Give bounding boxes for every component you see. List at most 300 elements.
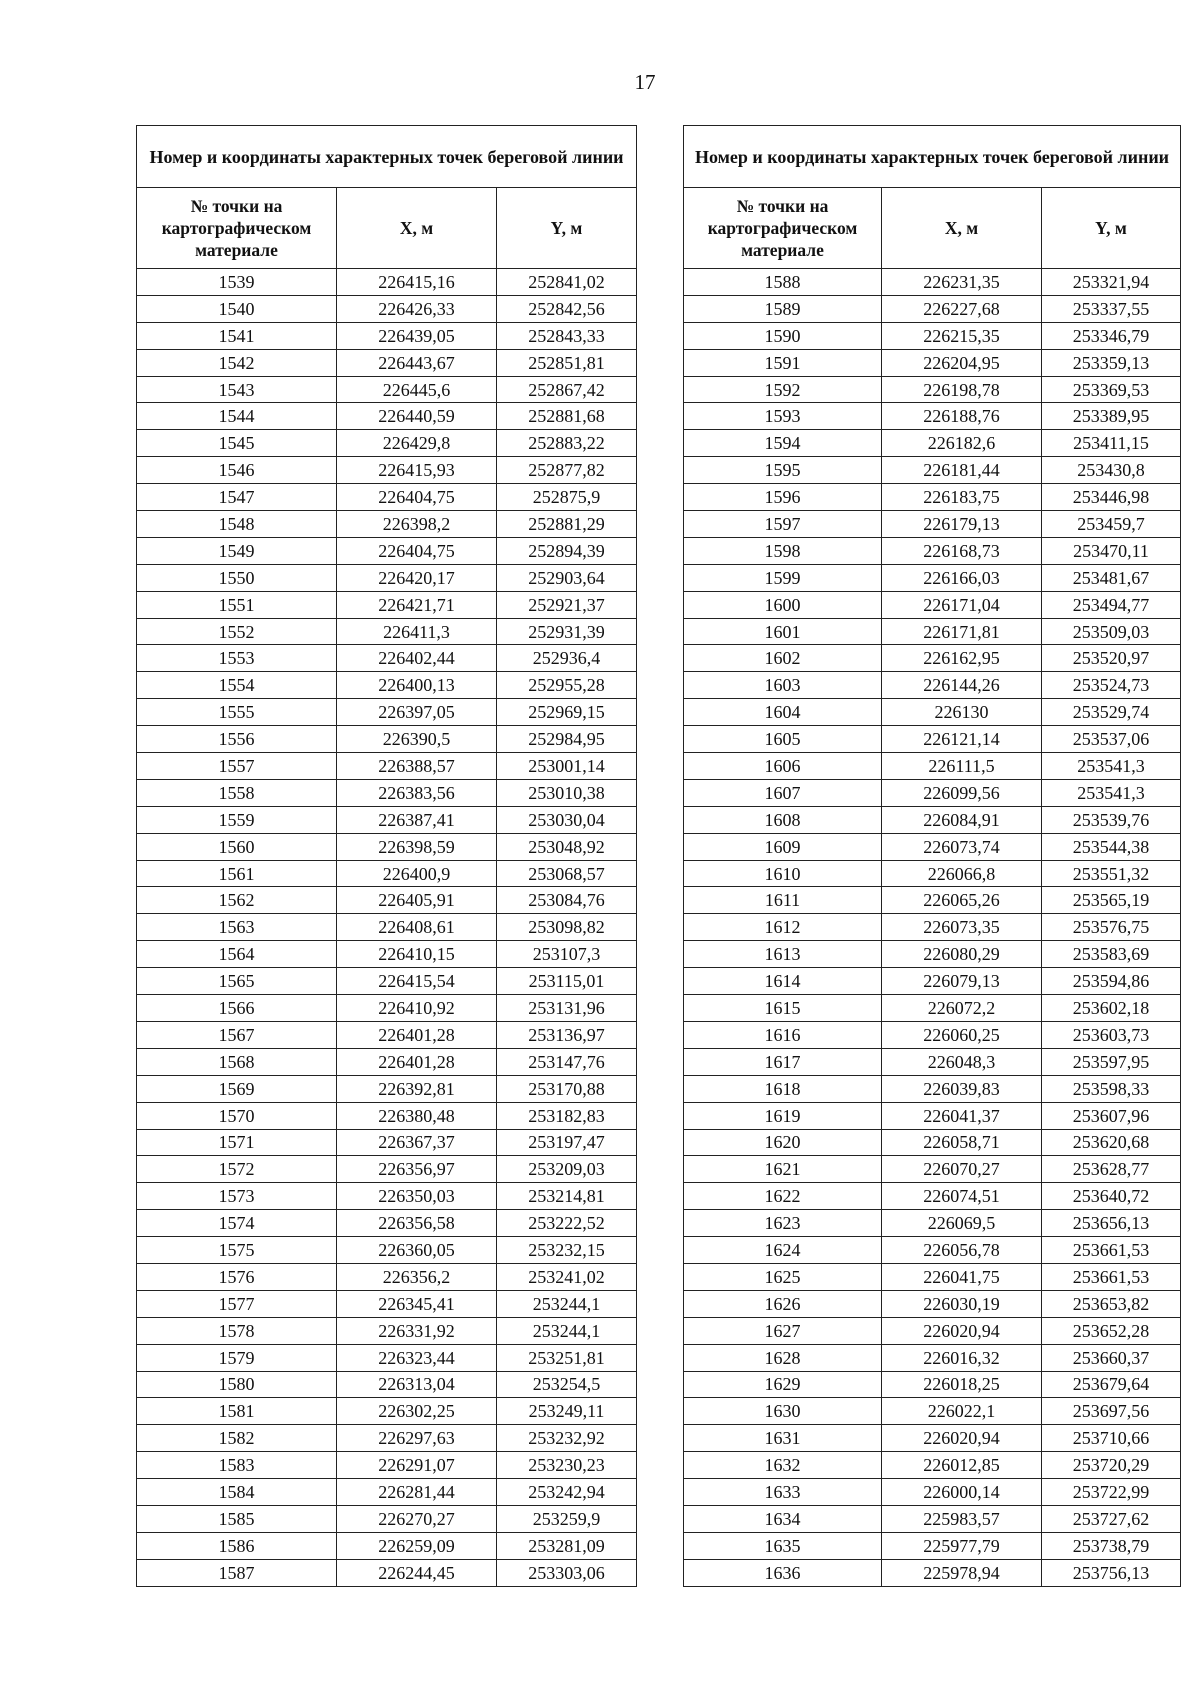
table-row: [137, 430, 637, 457]
point-number-cell: 1547: [137, 484, 337, 511]
y-coordinate-cell: 252881,29: [497, 511, 637, 538]
x-coordinate-cell: 226401,28: [337, 1021, 497, 1048]
point-number-cell: 1556: [137, 726, 337, 753]
point-number-cell: 1543: [137, 376, 337, 403]
y-coordinate-cell: 253551,32: [1042, 860, 1181, 887]
table-row: [137, 403, 637, 430]
table-row: [137, 968, 637, 995]
y-coordinate-cell: 253244,1: [497, 1290, 637, 1317]
table-row: [137, 1263, 637, 1290]
point-number-cell: 1592: [684, 376, 882, 403]
y-coordinate-cell: 253389,95: [1042, 403, 1181, 430]
y-coordinate-cell: 252883,22: [497, 430, 637, 457]
table-row: [684, 645, 1181, 672]
y-coordinate-cell: 253303,06: [497, 1559, 637, 1586]
table-row: [137, 295, 637, 322]
point-number-cell: 1603: [684, 672, 882, 699]
x-coordinate-cell: 226410,92: [337, 995, 497, 1022]
y-coordinate-cell: 252921,37: [497, 591, 637, 618]
y-coordinate-cell: 253660,37: [1042, 1344, 1181, 1371]
x-coordinate-cell: 226171,81: [882, 618, 1042, 645]
x-coordinate-cell: 226111,5: [882, 753, 1042, 780]
y-coordinate-cell: 252984,95: [497, 726, 637, 753]
y-coordinate-cell: 253254,5: [497, 1371, 637, 1398]
y-coordinate-cell: 253030,04: [497, 806, 637, 833]
y-coordinate-cell: 253107,3: [497, 941, 637, 968]
table-row: [137, 726, 637, 753]
x-coordinate-cell: 226080,29: [882, 941, 1042, 968]
point-number-cell: 1596: [684, 484, 882, 511]
y-coordinate-cell: 253628,77: [1042, 1156, 1181, 1183]
table-row: [684, 1317, 1181, 1344]
x-coordinate-cell: 226041,75: [882, 1263, 1042, 1290]
column-header-y: Y, м: [497, 188, 637, 269]
point-number-cell: 1611: [684, 887, 882, 914]
point-number-cell: 1581: [137, 1398, 337, 1425]
table-row: [684, 1156, 1181, 1183]
table-row: [684, 968, 1181, 995]
x-coordinate-cell: 226404,75: [337, 484, 497, 511]
x-coordinate-cell: 226440,59: [337, 403, 497, 430]
x-coordinate-cell: 226058,71: [882, 1129, 1042, 1156]
x-coordinate-cell: 226231,35: [882, 269, 1042, 296]
point-number-cell: 1595: [684, 457, 882, 484]
point-number-cell: 1620: [684, 1129, 882, 1156]
x-coordinate-cell: 225977,79: [882, 1532, 1042, 1559]
x-coordinate-cell: 226259,09: [337, 1532, 497, 1559]
table-row: [137, 1237, 637, 1264]
y-coordinate-cell: 253597,95: [1042, 1048, 1181, 1075]
x-coordinate-cell: 226404,75: [337, 537, 497, 564]
y-coordinate-cell: 253182,83: [497, 1102, 637, 1129]
x-coordinate-cell: 226415,16: [337, 269, 497, 296]
point-number-cell: 1627: [684, 1317, 882, 1344]
x-coordinate-cell: 225978,94: [882, 1559, 1042, 1586]
x-coordinate-cell: 226415,54: [337, 968, 497, 995]
y-coordinate-cell: 253214,81: [497, 1183, 637, 1210]
x-coordinate-cell: 226181,44: [882, 457, 1042, 484]
table-row: [137, 995, 637, 1022]
point-number-cell: 1604: [684, 699, 882, 726]
x-coordinate-cell: 226162,95: [882, 645, 1042, 672]
table-row: [684, 1398, 1181, 1425]
y-coordinate-cell: 253147,76: [497, 1048, 637, 1075]
table-row: [684, 753, 1181, 780]
y-coordinate-cell: 253710,66: [1042, 1425, 1181, 1452]
y-coordinate-cell: 253446,98: [1042, 484, 1181, 511]
y-coordinate-cell: 253241,02: [497, 1263, 637, 1290]
x-coordinate-cell: 226060,25: [882, 1021, 1042, 1048]
table-row: [684, 672, 1181, 699]
x-coordinate-cell: 226041,37: [882, 1102, 1042, 1129]
point-number-cell: 1610: [684, 860, 882, 887]
y-coordinate-cell: 253337,55: [1042, 295, 1181, 322]
x-coordinate-cell: 226073,74: [882, 833, 1042, 860]
y-coordinate-cell: 253369,53: [1042, 376, 1181, 403]
x-coordinate-cell: 226099,56: [882, 779, 1042, 806]
y-coordinate-cell: 252936,4: [497, 645, 637, 672]
table-row: [684, 1559, 1181, 1586]
table-row: [137, 833, 637, 860]
x-coordinate-cell: 226204,95: [882, 349, 1042, 376]
table-row: [684, 887, 1181, 914]
x-coordinate-cell: 226356,58: [337, 1210, 497, 1237]
y-coordinate-cell: 253001,14: [497, 753, 637, 780]
point-number-cell: 1599: [684, 564, 882, 591]
table-row: [137, 591, 637, 618]
table-row: [137, 1048, 637, 1075]
table-row: [137, 511, 637, 538]
point-number-cell: 1602: [684, 645, 882, 672]
x-coordinate-cell: 226022,1: [882, 1398, 1042, 1425]
point-number-cell: 1541: [137, 322, 337, 349]
x-coordinate-cell: 226215,35: [882, 322, 1042, 349]
point-number-cell: 1613: [684, 941, 882, 968]
x-coordinate-cell: 226056,78: [882, 1237, 1042, 1264]
x-coordinate-cell: 226398,59: [337, 833, 497, 860]
table-row: [137, 699, 637, 726]
x-coordinate-cell: 226405,91: [337, 887, 497, 914]
point-number-cell: 1561: [137, 860, 337, 887]
point-number-cell: 1626: [684, 1290, 882, 1317]
table-row: [137, 457, 637, 484]
point-number-cell: 1571: [137, 1129, 337, 1156]
table-row: [684, 914, 1181, 941]
x-coordinate-cell: 226411,3: [337, 618, 497, 645]
point-number-cell: 1615: [684, 995, 882, 1022]
y-coordinate-cell: 253537,06: [1042, 726, 1181, 753]
table-row: [137, 1344, 637, 1371]
y-coordinate-cell: 253251,81: [497, 1344, 637, 1371]
y-coordinate-cell: 253620,68: [1042, 1129, 1181, 1156]
y-coordinate-cell: 253656,13: [1042, 1210, 1181, 1237]
point-number-cell: 1559: [137, 806, 337, 833]
point-number-cell: 1634: [684, 1505, 882, 1532]
point-number-cell: 1573: [137, 1183, 337, 1210]
y-coordinate-cell: 253230,23: [497, 1452, 637, 1479]
y-coordinate-cell: 253679,64: [1042, 1371, 1181, 1398]
point-number-cell: 1550: [137, 564, 337, 591]
table-row: [137, 672, 637, 699]
y-coordinate-cell: 253098,82: [497, 914, 637, 941]
table-row: [684, 1479, 1181, 1506]
point-number-cell: 1614: [684, 968, 882, 995]
point-number-cell: 1600: [684, 591, 882, 618]
x-coordinate-cell: 226397,05: [337, 699, 497, 726]
point-number-cell: 1591: [684, 349, 882, 376]
x-coordinate-cell: 226331,92: [337, 1317, 497, 1344]
table-row: [684, 484, 1181, 511]
y-coordinate-cell: 253242,94: [497, 1479, 637, 1506]
column-header-y: Y, м: [1042, 188, 1181, 269]
point-number-cell: 1635: [684, 1532, 882, 1559]
table-row: [137, 941, 637, 968]
y-coordinate-cell: 253481,67: [1042, 564, 1181, 591]
table-row: [684, 699, 1181, 726]
y-coordinate-cell: 253010,38: [497, 779, 637, 806]
point-number-cell: 1575: [137, 1237, 337, 1264]
y-coordinate-cell: 253509,03: [1042, 618, 1181, 645]
x-coordinate-cell: 226443,67: [337, 349, 497, 376]
x-coordinate-cell: 226018,25: [882, 1371, 1042, 1398]
y-coordinate-cell: 253576,75: [1042, 914, 1181, 941]
table-row: [684, 806, 1181, 833]
y-coordinate-cell: 252841,02: [497, 269, 637, 296]
table-row: [684, 511, 1181, 538]
table-row: [684, 860, 1181, 887]
point-number-cell: 1630: [684, 1398, 882, 1425]
x-coordinate-cell: 225983,57: [882, 1505, 1042, 1532]
x-coordinate-cell: 226392,81: [337, 1075, 497, 1102]
table-row: [684, 1102, 1181, 1129]
y-coordinate-cell: 253544,38: [1042, 833, 1181, 860]
x-coordinate-cell: 226380,48: [337, 1102, 497, 1129]
table-row: [137, 1102, 637, 1129]
table-row: [137, 349, 637, 376]
table-row: [684, 1183, 1181, 1210]
point-number-cell: 1619: [684, 1102, 882, 1129]
y-coordinate-cell: 253048,92: [497, 833, 637, 860]
x-coordinate-cell: 226121,14: [882, 726, 1042, 753]
y-coordinate-cell: 253756,13: [1042, 1559, 1181, 1586]
page-number: 17: [634, 70, 656, 94]
point-number-cell: 1608: [684, 806, 882, 833]
point-number-cell: 1577: [137, 1290, 337, 1317]
table-row: [684, 269, 1181, 296]
point-number-cell: 1584: [137, 1479, 337, 1506]
point-number-cell: 1597: [684, 511, 882, 538]
x-coordinate-cell: 226012,85: [882, 1452, 1042, 1479]
x-coordinate-cell: 226039,83: [882, 1075, 1042, 1102]
y-coordinate-cell: 253738,79: [1042, 1532, 1181, 1559]
y-coordinate-cell: 253603,73: [1042, 1021, 1181, 1048]
table-row: [137, 1559, 637, 1586]
point-number-cell: 1560: [137, 833, 337, 860]
x-coordinate-cell: 226445,6: [337, 376, 497, 403]
table-row: [684, 1129, 1181, 1156]
table-row: [684, 833, 1181, 860]
table-row: [684, 1505, 1181, 1532]
point-number-cell: 1552: [137, 618, 337, 645]
table-row: [684, 995, 1181, 1022]
table-row: [137, 1425, 637, 1452]
x-coordinate-cell: 226302,25: [337, 1398, 497, 1425]
table-row: [137, 1532, 637, 1559]
x-coordinate-cell: 226426,33: [337, 295, 497, 322]
y-coordinate-cell: 253084,76: [497, 887, 637, 914]
y-coordinate-cell: 253541,3: [1042, 779, 1181, 806]
point-number-cell: 1623: [684, 1210, 882, 1237]
point-number-cell: 1588: [684, 269, 882, 296]
y-coordinate-cell: 253197,47: [497, 1129, 637, 1156]
point-number-cell: 1628: [684, 1344, 882, 1371]
table-row: [684, 618, 1181, 645]
x-coordinate-cell: 226171,04: [882, 591, 1042, 618]
point-number-cell: 1618: [684, 1075, 882, 1102]
y-coordinate-cell: 252843,33: [497, 322, 637, 349]
point-number-cell: 1563: [137, 914, 337, 941]
y-coordinate-cell: 252867,42: [497, 376, 637, 403]
point-number-cell: 1564: [137, 941, 337, 968]
y-coordinate-cell: 253602,18: [1042, 995, 1181, 1022]
table-row: [684, 941, 1181, 968]
x-coordinate-cell: 226388,57: [337, 753, 497, 780]
x-coordinate-cell: 226429,8: [337, 430, 497, 457]
table-row: [137, 376, 637, 403]
x-coordinate-cell: 226408,61: [337, 914, 497, 941]
x-coordinate-cell: 226020,94: [882, 1317, 1042, 1344]
x-coordinate-cell: 226182,6: [882, 430, 1042, 457]
x-coordinate-cell: 226390,5: [337, 726, 497, 753]
y-coordinate-cell: 252877,82: [497, 457, 637, 484]
point-number-cell: 1625: [684, 1263, 882, 1290]
table-row: [684, 1075, 1181, 1102]
y-coordinate-cell: 252881,68: [497, 403, 637, 430]
y-coordinate-cell: 253539,76: [1042, 806, 1181, 833]
point-number-cell: 1605: [684, 726, 882, 753]
x-coordinate-cell: 226387,41: [337, 806, 497, 833]
table-row: [684, 322, 1181, 349]
y-coordinate-cell: 253640,72: [1042, 1183, 1181, 1210]
table-row: [684, 1290, 1181, 1317]
x-coordinate-cell: 226400,9: [337, 860, 497, 887]
table-row: [684, 1425, 1181, 1452]
x-coordinate-cell: 226270,27: [337, 1505, 497, 1532]
x-coordinate-cell: 226244,45: [337, 1559, 497, 1586]
y-coordinate-cell: 253131,96: [497, 995, 637, 1022]
table-row: [684, 1452, 1181, 1479]
x-coordinate-cell: 226198,78: [882, 376, 1042, 403]
point-number-cell: 1568: [137, 1048, 337, 1075]
point-number-cell: 1540: [137, 295, 337, 322]
point-number-cell: 1572: [137, 1156, 337, 1183]
y-coordinate-cell: 253565,19: [1042, 887, 1181, 914]
point-number-cell: 1555: [137, 699, 337, 726]
y-coordinate-cell: 253430,8: [1042, 457, 1181, 484]
point-number-cell: 1542: [137, 349, 337, 376]
y-coordinate-cell: 253346,79: [1042, 322, 1181, 349]
point-number-cell: 1586: [137, 1532, 337, 1559]
y-coordinate-cell: 253259,9: [497, 1505, 637, 1532]
table-row: [137, 1505, 637, 1532]
y-coordinate-cell: 253607,96: [1042, 1102, 1181, 1129]
table-row: [684, 591, 1181, 618]
point-number-cell: 1579: [137, 1344, 337, 1371]
table-row: [137, 1183, 637, 1210]
x-coordinate-cell: 226065,26: [882, 887, 1042, 914]
table-row: [137, 1398, 637, 1425]
table-row: [684, 349, 1181, 376]
x-coordinate-cell: 226383,56: [337, 779, 497, 806]
point-number-cell: 1593: [684, 403, 882, 430]
table-row: [137, 1021, 637, 1048]
x-coordinate-cell: 226410,15: [337, 941, 497, 968]
table-row: [137, 618, 637, 645]
x-coordinate-cell: 226227,68: [882, 295, 1042, 322]
y-coordinate-cell: 253232,15: [497, 1237, 637, 1264]
point-number-cell: 1612: [684, 914, 882, 941]
point-number-cell: 1624: [684, 1237, 882, 1264]
y-coordinate-cell: 253359,13: [1042, 349, 1181, 376]
y-coordinate-cell: 252875,9: [497, 484, 637, 511]
table-row: [137, 322, 637, 349]
y-coordinate-cell: 253136,97: [497, 1021, 637, 1048]
table-row: [137, 1075, 637, 1102]
point-number-cell: 1590: [684, 322, 882, 349]
table-row: [684, 1263, 1181, 1290]
y-coordinate-cell: 253222,52: [497, 1210, 637, 1237]
table-row: [137, 887, 637, 914]
column-header-point-number: № точки на картографическом материале: [684, 188, 882, 269]
x-coordinate-cell: 226016,32: [882, 1344, 1042, 1371]
x-coordinate-cell: 226048,3: [882, 1048, 1042, 1075]
table-row: [684, 564, 1181, 591]
table-row: [137, 860, 637, 887]
y-coordinate-cell: 253653,82: [1042, 1290, 1181, 1317]
point-number-cell: 1607: [684, 779, 882, 806]
y-coordinate-cell: 252903,64: [497, 564, 637, 591]
column-header-point-number: № точки на картографическом материале: [137, 188, 337, 269]
x-coordinate-cell: 226400,13: [337, 672, 497, 699]
point-number-cell: 1558: [137, 779, 337, 806]
x-coordinate-cell: 226166,03: [882, 564, 1042, 591]
y-coordinate-cell: 253529,74: [1042, 699, 1181, 726]
table-row: [684, 403, 1181, 430]
y-coordinate-cell: 253115,01: [497, 968, 637, 995]
x-coordinate-cell: 226415,93: [337, 457, 497, 484]
table-row: [137, 806, 637, 833]
y-coordinate-cell: 252969,15: [497, 699, 637, 726]
x-coordinate-cell: 226069,5: [882, 1210, 1042, 1237]
x-coordinate-cell: 226297,63: [337, 1425, 497, 1452]
x-coordinate-cell: 226420,17: [337, 564, 497, 591]
y-coordinate-cell: 253068,57: [497, 860, 637, 887]
y-coordinate-cell: 252931,39: [497, 618, 637, 645]
table-row: [684, 1021, 1181, 1048]
point-number-cell: 1562: [137, 887, 337, 914]
table-row: [137, 564, 637, 591]
point-number-cell: 1551: [137, 591, 337, 618]
point-number-cell: 1569: [137, 1075, 337, 1102]
table-row: [684, 1532, 1181, 1559]
point-number-cell: 1557: [137, 753, 337, 780]
x-coordinate-cell: 226130: [882, 699, 1042, 726]
table-row: [684, 1237, 1181, 1264]
x-coordinate-cell: 226350,03: [337, 1183, 497, 1210]
table-row: [137, 1129, 637, 1156]
y-coordinate-cell: 253541,3: [1042, 753, 1181, 780]
x-coordinate-cell: 226421,71: [337, 591, 497, 618]
point-number-cell: 1589: [684, 295, 882, 322]
table-row: [684, 430, 1181, 457]
y-coordinate-cell: 253459,7: [1042, 511, 1181, 538]
point-number-cell: 1617: [684, 1048, 882, 1075]
table-row: [137, 1317, 637, 1344]
point-number-cell: 1565: [137, 968, 337, 995]
point-number-cell: 1598: [684, 537, 882, 564]
column-header-x: X, м: [882, 188, 1042, 269]
y-coordinate-cell: 253470,11: [1042, 537, 1181, 564]
y-coordinate-cell: 253281,09: [497, 1532, 637, 1559]
point-number-cell: 1576: [137, 1263, 337, 1290]
point-number-cell: 1567: [137, 1021, 337, 1048]
table-row: [137, 914, 637, 941]
point-number-cell: 1566: [137, 995, 337, 1022]
x-coordinate-cell: 226030,19: [882, 1290, 1042, 1317]
table-row: [684, 1048, 1181, 1075]
point-number-cell: 1622: [684, 1183, 882, 1210]
column-header-x: X, м: [337, 188, 497, 269]
